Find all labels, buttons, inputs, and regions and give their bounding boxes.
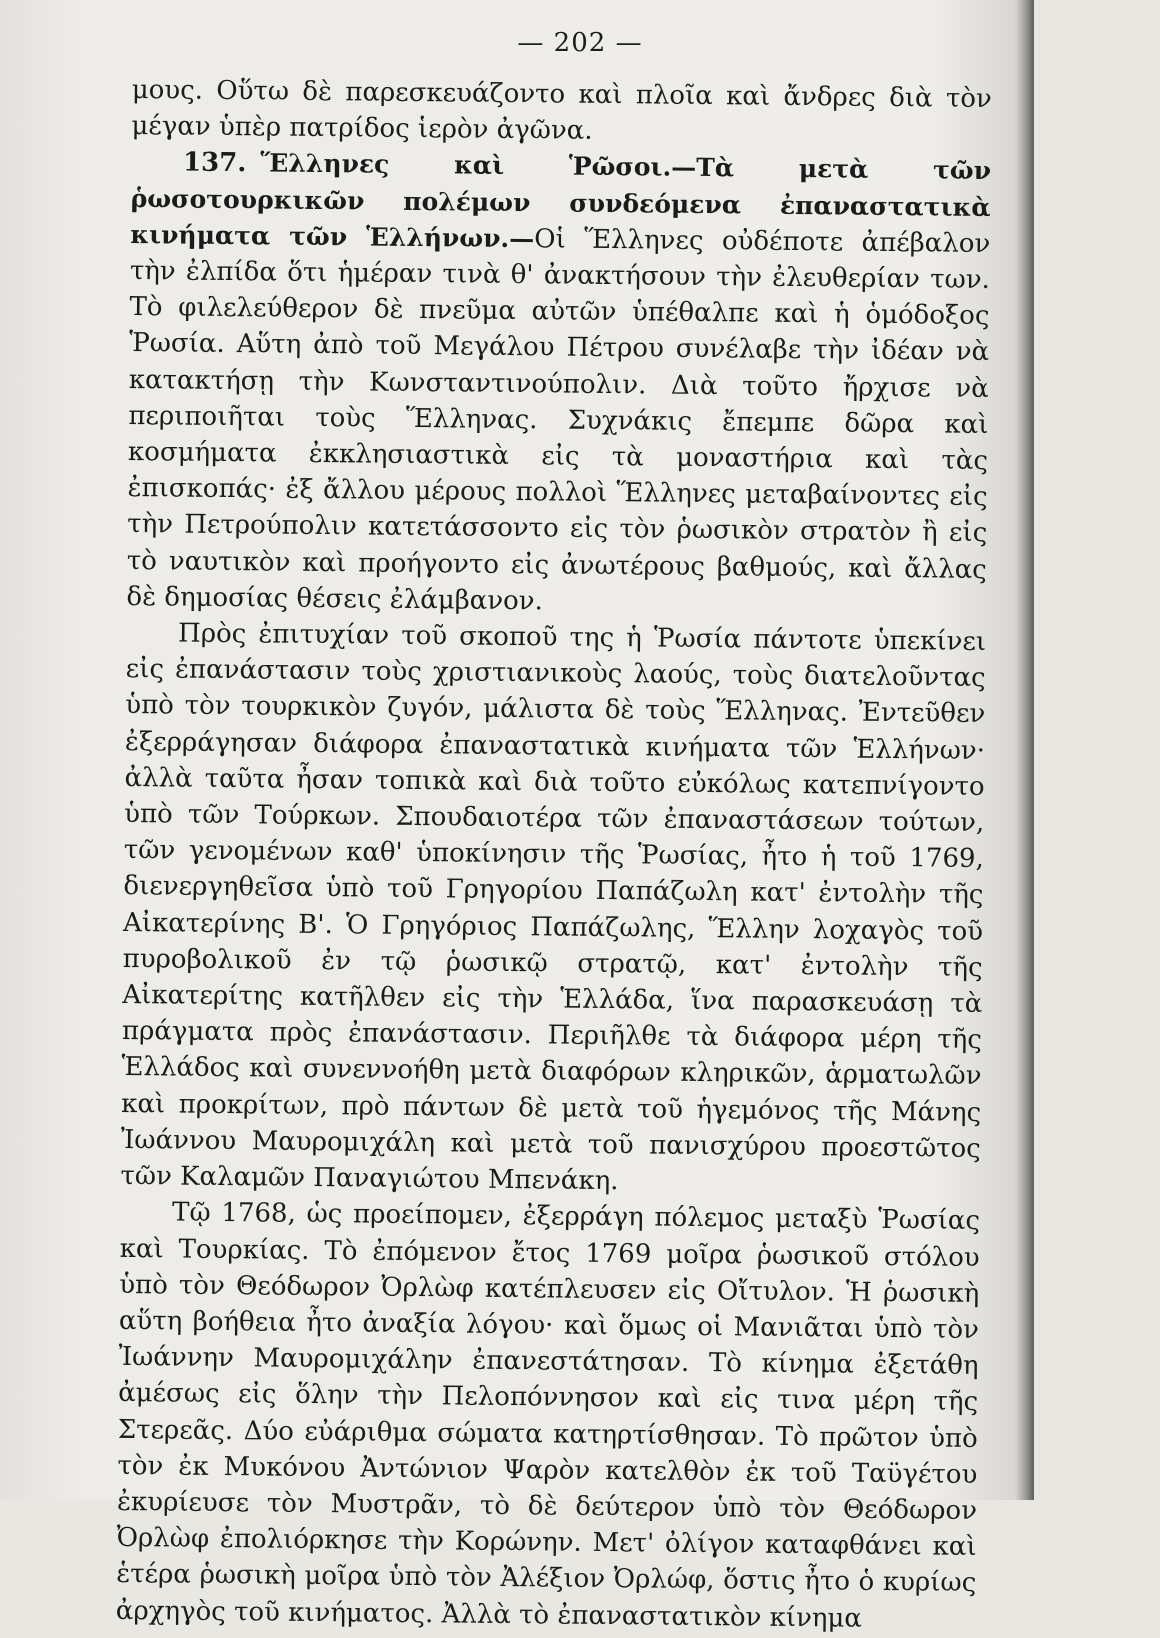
section-body: Οἱ Ἕλληνες οὐδέποτε ἀπέβαλον τὴν ἐλπίδα ὅτι ἡμέραν τινὰ θ' ἀνακτήσουν τὴν ἐλευθερίαν των. Τὸ φιλελεύθερον δὲ πνεῦμα αὐτῶν ὑπέθαλπε καὶ ἡ ὁμόδοξος Ῥωσία. Αὕτη ἀπὸ τοῦ Μεγάλου Πέτρου συνέλαβε τὴν ἰδέαν νὰ κατακτήσῃ τὴν Κωνσταντινούπολιν. Διὰ τοῦτο ἤρχισε νὰ περιποιῆται τοὺς Ἕλληνας. Συχνάκις ἔπεμπε δῶρα καὶ κοσμήματα ἐκκλησιαστικὰ εἰς τὰ μοναστήρια καὶ τὰς ἐπισκοπάς· ἐξ ἄλλου μέρους πολλοὶ Ἕλληνες μεταβαίνοντες εἰς τὴν Πετρούπολιν κατετάσσοντο εἰς τὸν ῥωσικὸν στρατὸν ἢ εἰς τὸ ναυτικὸν καὶ προήγοντο εἰς ἀνωτέρους βαθμούς, καὶ ἄλλας δὲ δημοσίας θέσεις ἐλάμβανον. (126, 224, 991, 617)
section-heading: Ἕλληνες καὶ Ῥῶσοι.—Τὰ μετὰ τῶν ῥωσοτουρκικῶν πολέμων συνδεόμενα ἐπαναστατικὰ κινήματα τῶν Ἑλλήνων.— (130, 148, 992, 254)
page-edge-shadow (1016, 0, 1034, 1500)
page-body (116, 72, 992, 1638)
opening-paragraph: μους. Οὕτω δὲ παρεσκευάζοντο καὶ πλοῖα καὶ ἄνδρες διὰ τὸν μέγαν ὑπὲρ πατρίδος ἱερὸν ἀγῶνα. (131, 74, 992, 147)
section-number: 137. (182, 147, 247, 179)
section-paragraph (126, 144, 991, 624)
paragraph-1769-revolt: Τῷ 1768, ὡς προείπομεν, ἐξερράγη πόλεμος μεταξὺ Ῥωσίας καὶ Τουρκίας. Τὸ ἐπόμενον ἔτος 1769 μοῖρα ῥωσικοῦ στόλου ὑπὸ τὸν Θεόδωρον Ὀρλὼφ κατέπλευσεν εἰς Οἴτυλον. Ἡ ῥωσικὴ αὕτη βοήθεια ἦτο ἀναξία λόγου· καὶ ὅμως οἱ Μανιᾶται ὑπὸ τὸν Ἰωάννην Μαυρομιχάλην ἐπανεστάτησαν. Τὸ κίνημα ἐξετάθη ἀμέσως εἰς ὅλην τὴν Πελοπόννησον καὶ εἰς τινα μέρη τῆς Στερεᾶς. Δύο εὐάριθμα σώματα κατηρτίσθησαν. Τὸ πρῶτον ὑπὸ τὸν ἐκ Μυκόνου Ἀντώνιον Ψαρὸν κατελθὸν ἐκ τοῦ Ταϋγέτου ἐκυρίευσε τὸν Μυστρᾶν, τὸ δὲ δεύτερον ὑπὸ τὸν Θεόδωρον Ὀρλὼφ ἐπολιόρκησε τὴν Κορώνην. Μετ' ὀλίγον καταφθάνει καὶ ἑτέρα ῥωσικὴ μοῖρα ὑπὸ τὸν Ἀλέξιον Ὀρλώφ, ὅστις ἦτο ὁ κυρίως ἀρχηγὸς τοῦ κινήματος. Ἀλλὰ τὸ ἐπαναστατικὸν κίνημα (115, 1197, 981, 1634)
paragraph-russia-uprisings: Πρὸς ἐπιτυχίαν τοῦ σκοποῦ της ἡ Ῥωσία πάντοτε ὑπεκίνει εἰς ἐπανάστασιν τοὺς χριστιανικοὺς λαούς, τοὺς διατελοῦντας ὑπὸ τὸν τουρκικὸν ζυγόν, μάλιστα δὲ τοὺς Ἕλληνας. Ἐντεῦθεν ἐξερράγησαν διάφορα ἐπαναστατικὰ κινήματα τῶν Ἑλλήνων· ἀλλὰ ταῦτα ἦσαν τοπικὰ καὶ διὰ τοῦτο εὐκόλως κατεπνίγοντο ὑπὸ τῶν Τούρκων. Σπουδαιοτέρα τῶν ἐπαναστάσεων τούτων, τῶν γενομένων καθ' ὑποκίνησιν τῆς Ῥωσίας, ἦτο ἡ τοῦ 1769, διενεργηθεῖσα ὑπὸ τοῦ Γρηγορίου Παπάζωλη κατ' ἐντολὴν τῆς Αἰκατερίνης Β'. Ὁ Γρηγόριος Παπάζωλης, Ἕλλην λοχαγὸς τοῦ πυροβολικοῦ ἐν τῷ ῥωσικῷ στρατῷ, κατ' ἐντολὴν τῆς Αἰκατερίτης κατῆλθεν εἰς τὴν Ἑλλάδα, ἵνα παρασκευάσῃ τὰ πράγματα πρὸς ἐπανάστασιν. Περιῆλθε τὰ διάφορα μέρη τῆς Ἑλλάδος καὶ συνεννοήθη μετὰ διαφόρων κληρικῶν, ἁρματωλῶν καὶ προκρίτων, πρὸ πάντων δὲ μετὰ τοῦ ἡγεμόνος τῆς Μάνης Ἰωάννου Μαυρομιχάλη καὶ μετὰ τοῦ πανισχύρου προεστῶτος τῶν Καλαμῶν Παναγιώτου Μπενάκη. (120, 618, 987, 1197)
page-number: — 202 — (517, 28, 643, 58)
